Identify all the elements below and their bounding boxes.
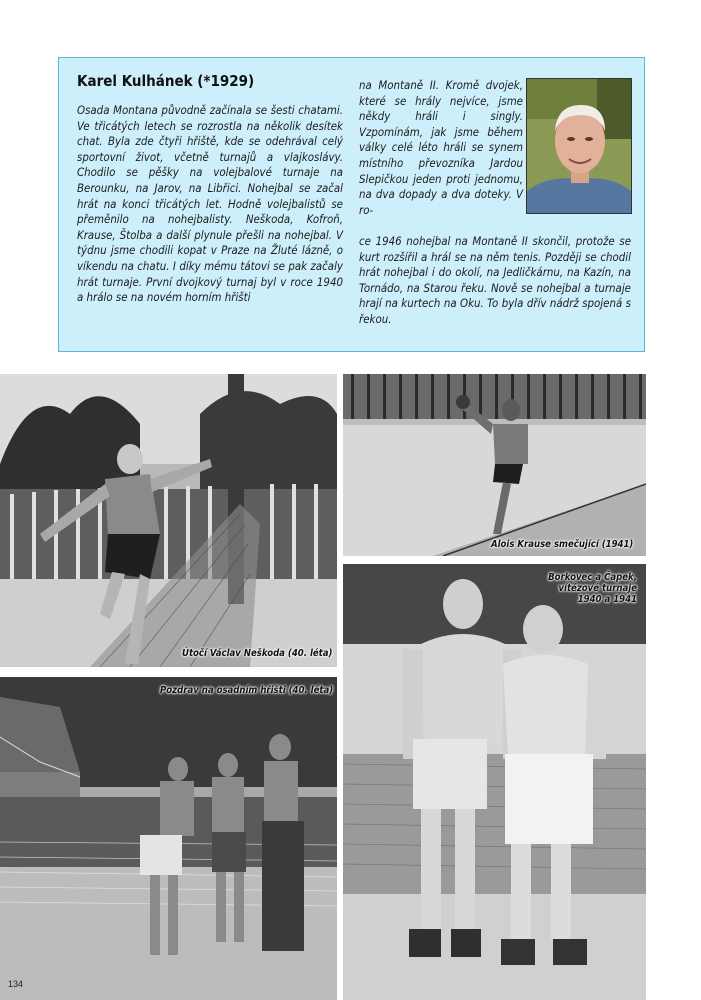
caption-winners-line1: Borkovec a Čapek, [548,572,637,583]
page-number: 134 [8,979,24,989]
photo-neskoda [0,374,337,667]
caption-winners-line2: vítězové turnaje [558,583,637,594]
portrait-photo [526,78,632,214]
caption-winners-line3: 1940 a 1941 [577,594,637,605]
caption-pozdrav: Pozdrav na osadním hřišti (40. léta) [160,685,334,696]
caption-neskoda: Útočí Václav Neškoda (40. léta) [182,648,333,659]
article-title: Karel Kulhánek (*1929) [77,72,255,90]
article-column-1: Osada Montana původně začínala se šesti chatami. Ve třicátých letech se rozrostla na několik desítek chat. Byla zde čtyři hřiště, kde se odehrával celý sportovní život, včetně turnajů a vlajkoslávy. Chodilo se pěšky na volejbalové turnaje na Berounku, na Jarov, na Libřici. Nohejbal se začal hrát na konci třicátých let. Hodně volejbalistů se přeměnilo na nohejbalisty. Neškoda, Kofroň, Krause, Štolba a další plynule přešli na nohejbal. V týdnu jsme chodili kopat v Praze na Žluté lázně, o víkendu na chatu. I díky mému tátovi se pak začaly hrát turnaje. První dvojkový turnaj byl v roce 1940 a hrálo se na novém horním hřišti [77,103,343,305]
caption-krause: Alois Krause smečující (1941) [491,539,634,550]
article-column-3: ce 1946 nohejbal na Montaně II skončil, protože se kurt rozšířil a hrál se na něm tenis. Později se chodil hrát nohejbal i do okolí, na Jedličkárnu, na Kazín, na Tornádo, na Starou řeku. Nově se nohejbal a turnaje hrají na kurtech na Oku. To byla dřív nádrž spojená s řekou. [359,234,631,326]
photo-krause [343,374,646,556]
article-column-2: na Montaně II. Kromě dvojek, které se hrály nejvíce, jsme někdy hráli i singly. Vzpomínám, jak jsme během války celé léto hráli se synem místního převozníka Jardou Slepičkou jeden proti jednomu, na dva dopady a dva doteky. V ro- [359,78,523,217]
story-box [58,57,645,352]
photo-pozdrav [0,677,337,1000]
photo-winners [343,564,646,1000]
caption-winners [533,572,637,605]
